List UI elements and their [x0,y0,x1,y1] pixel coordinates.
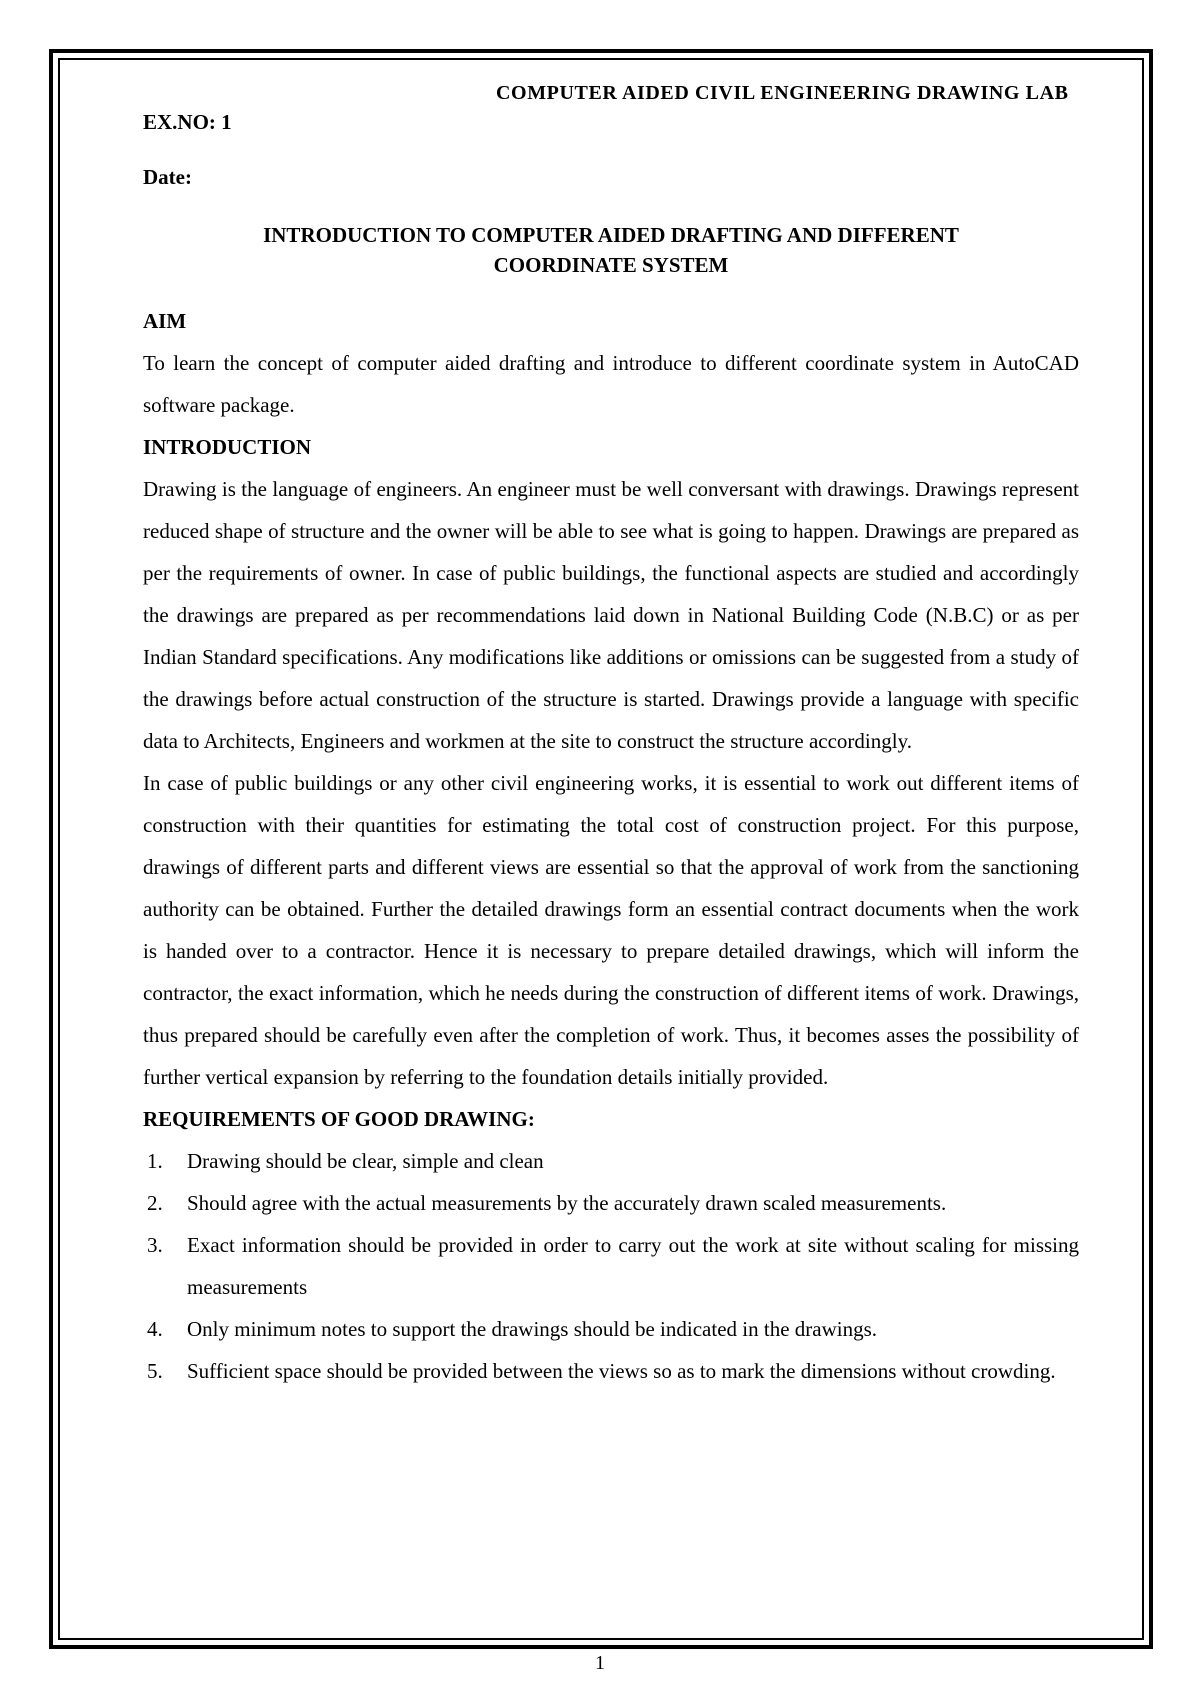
list-item-number: 4. [147,1317,163,1341]
list-item-text: Sufficient space should be provided between the views so as to mark the dimensions without crowding. [187,1359,1056,1383]
aim-heading: AIM [143,309,187,333]
list-item [143,1182,1079,1224]
page-number: 1 [595,1652,605,1674]
document-title [143,220,1079,280]
introduction-paragraph-2: In case of public buildings or any other civil engineering works, it is essential to work out different items of construction with their quantities for estimating the total cost of construction project. For this purpose, drawings of different parts and different views are essential so that the approval of work from the sanctioning authority can be obtained. Further the detailed drawings form an essential contract documents when the work is handed over to a contractor. Hence it is necessary to prepare detailed drawings, which will inform the contractor, the exact information, which he needs during the construction of different items of work. Drawings, thus prepared should be carefully even after the completion of work. Thus, it becomes asses the possibility of further vertical expansion by referring to the foundation details initially provided. [143,771,1079,1089]
list-item-text: Exact information should be provided in order to carry out the work at site without scaling for missing measurements [187,1233,1079,1299]
list-item [143,1350,1079,1392]
introduction-paragraph-1: Drawing is the language of engineers. An engineer must be well conversant with drawings. Drawings represent reduced shape of structure and the owner will be able to see what is going to happen. Drawings are prepared as per the requirements of owner. In case of public buildings, the functional aspects are studied and accordingly the drawings are prepared as per recommendations laid down in National Building Code (N.B.C) or as per Indian Standard specifications. Any modifications like additions or omissions can be suggested from a study of the drawings before actual construction of the structure is started. Drawings provide a language with specific data to Architects, Engineers and workmen at the site to construct the structure accordingly. [143,477,1079,753]
list-item [143,1308,1079,1350]
requirements-list [143,1140,1079,1392]
list-item-text: Should agree with the actual measurements by the accurately drawn scaled measurements. [187,1191,947,1215]
list-item-text: Only minimum notes to support the drawings should be indicated in the drawings. [187,1317,877,1341]
requirements-heading: REQUIREMENTS OF GOOD DRAWING: [143,1107,535,1131]
list-item-number: 2. [147,1191,163,1215]
list-item-number: 3. [147,1233,163,1257]
list-item [143,1224,1079,1308]
lab-header-title: COMPUTER AIDED CIVIL ENGINEERING DRAWING LAB [496,82,1069,104]
date-label: Date: [143,165,192,189]
list-item [143,1140,1079,1182]
introduction-heading: INTRODUCTION [143,435,312,459]
list-item-number: 5. [147,1359,163,1383]
exercise-number: EX.NO: 1 [143,110,232,134]
document-body [143,104,1079,1392]
document-title-line-2: COORDINATE SYSTEM [493,253,729,277]
list-item-number: 1. [147,1149,163,1173]
list-item-text: Drawing should be clear, simple and clean [187,1149,544,1173]
document-title-line-1: INTRODUCTION TO COMPUTER AIDED DRAFTING AND DIFFERENT [263,223,959,247]
aim-text: To learn the concept of computer aided drafting and introduce to different coordinate system in AutoCAD software package. [143,351,1079,417]
